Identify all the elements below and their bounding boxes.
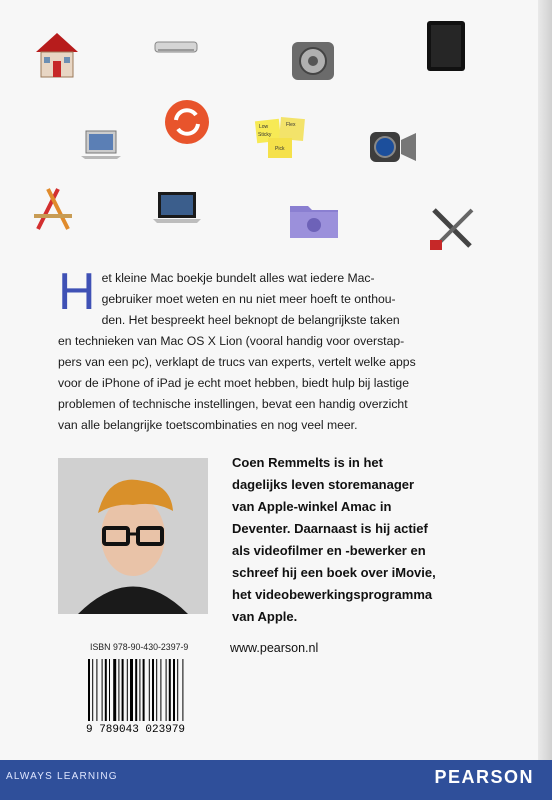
blurb-line: voor de iPhone of iPad je echt moet hebben, biedt hulp bij lastige [58,376,409,390]
slogan: ALWAYS LEARNING [6,771,118,782]
sync-icon [162,98,212,146]
barcode-bar [109,659,110,721]
barcode-bar [160,659,161,721]
barcode-bar [130,659,133,721]
stickies-icon [254,116,310,162]
barcode-bar [135,659,137,721]
bio-line: van Apple-winkel Amac in [232,499,392,514]
barcode-bar [105,659,107,721]
footer-bar [0,760,552,800]
barcode-bar [156,659,157,721]
barcode-bar [152,659,154,721]
barcode-digits: 9 789043 023979 [86,724,186,735]
barcode-bar [113,659,116,721]
home-icon [34,30,80,80]
barcode-bar [96,659,97,721]
utilities-icon [428,204,478,252]
sticky-label-2: Flex [286,122,296,128]
bio-line: schreef hij een boek over iMovie, [232,565,436,580]
folder-settings-icon [288,198,340,240]
author-photo [58,458,208,614]
barcode-bar [127,659,128,721]
bio-line: het videobewerkingsprogramma [232,587,433,602]
bio-line: dagelijks leven storemanager [232,477,415,492]
sticky-label-4: Pick [275,146,285,152]
ipad-icon [426,20,466,72]
barcode-bar [182,659,183,721]
facetime-icon [368,128,418,166]
bio-line: Deventer. Daarnaast is hij actief [232,521,428,536]
drop-cap: H [58,263,96,321]
system-preferences-icon [290,40,336,82]
macbook-air-icon [80,128,122,160]
author-bio [232,452,472,628]
bio-line: Coen Remmelts is in het [232,455,383,470]
barcode-bar [169,659,171,721]
barcode-bar [166,659,167,721]
publisher-logo: PEARSON [434,767,534,787]
blurb-line: et kleine Mac boekje bundelt alles wat iedere Mac- [101,271,375,285]
blurb-line: en technieken van Mac OS X Lion (vooral handig voor overstap- [58,334,405,348]
barcode-bar [102,659,103,721]
barcode-bar [173,659,175,721]
blurb-line: den. Het bespreekt heel beknopt de belangrijkste taken [101,313,400,327]
bio-line: als videofilmer en -bewerker en [232,543,426,558]
mac-mini-icon [154,40,198,54]
isbn-label: ISBN 978-90-430-2397-9 [90,642,189,652]
spine-edge [538,0,552,760]
barcode-bar [122,659,124,721]
website-link[interactable]: www.pearson.nl [230,641,319,655]
blurb-line: van alle belangrijke toetscombinaties en nog veel meer. [58,418,358,432]
barcode-bar [143,659,145,721]
blurb-line: pers van een pc), verklapt de trucs van experts, vertelt welke apps [58,355,416,369]
sticky-label-3: Sticky [258,132,272,138]
barcode-bar [139,659,140,721]
blurb-line: gebruiker moet weten en nu niet meer hoeft te onthou- [101,292,396,306]
barcode-bar [149,659,150,721]
barcode-bar [88,659,90,721]
macbook-pro-icon [152,190,202,224]
barcode-bar [118,659,119,721]
bio-line: van Apple. [232,609,298,624]
sticky-label-1: Low [259,124,269,130]
app-store-icon [28,184,78,234]
barcode-bar [92,659,93,721]
blurb-line: problemen of technische instellingen, bevat een handig overzicht [58,397,408,411]
barcode [84,655,210,735]
description-text [58,263,498,436]
barcode-bar [177,659,178,721]
